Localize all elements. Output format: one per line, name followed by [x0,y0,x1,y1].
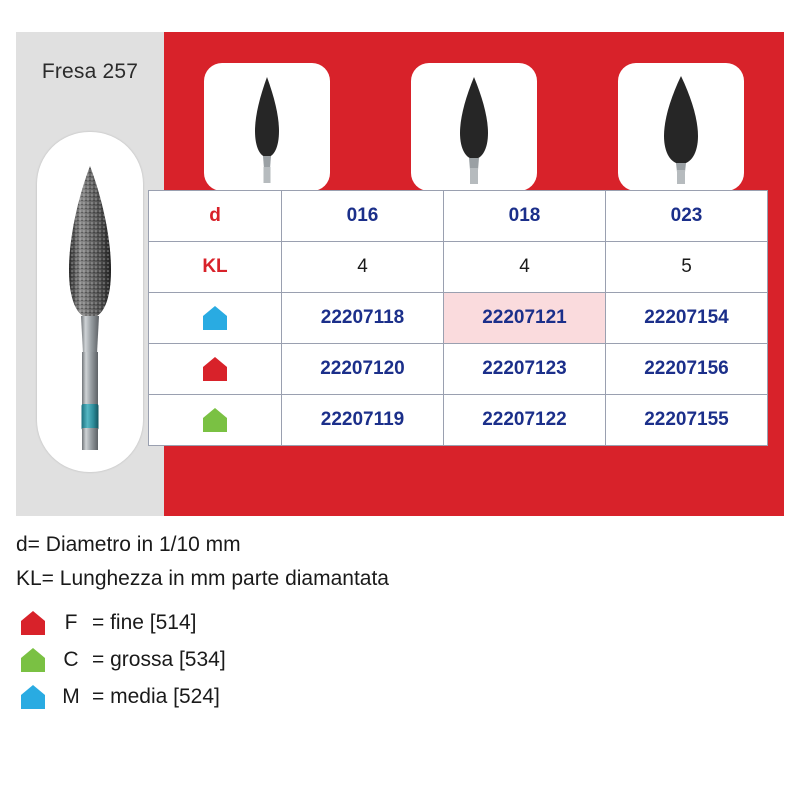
legend-swatch-f [16,610,50,636]
legend-text-c: = grossa [534] [92,647,226,671]
specs-table [148,190,768,446]
code-c-023[interactable]: 22207155 [606,395,768,446]
legend-line-kl: KL= Lunghezza in mm parte diamantata [16,567,389,590]
pentagon-red-icon [202,356,228,382]
product-photo-panel [16,32,164,516]
pentagon-blue-icon [20,684,46,710]
table-row-grit-m [149,293,768,344]
legend-text-m: = media [524] [92,684,220,708]
legend-text-f: = fine [514] [92,610,197,634]
legend-item-c [16,641,784,678]
legend-letter-f: F [64,610,78,634]
legend-swatch-c [16,647,50,673]
table-row-grit-f [149,344,768,395]
table-row-grit-c [149,395,768,446]
code-m-023[interactable]: 22207154 [606,293,768,344]
legend-swatch-m [16,684,50,710]
grit-marker-c [149,395,282,446]
code-c-016[interactable]: 22207119 [282,395,444,446]
size-preview-card [204,63,330,191]
diamond-bur-illustration [59,158,121,458]
legend-line-d: d= Diametro in 1/10 mm [16,533,241,556]
row-label-d: d [149,191,282,242]
code-m-018[interactable]: 22207121 [444,293,606,344]
code-f-016[interactable]: 22207120 [282,344,444,395]
grit-marker-f [149,344,282,395]
diameter-016: 016 [282,191,444,242]
code-m-016[interactable]: 22207118 [282,293,444,344]
product-photo-card [37,132,143,472]
table-row-d [149,191,768,242]
legend [16,528,784,715]
legend-letter-m: M [62,684,80,708]
diameter-023: 023 [606,191,768,242]
size-preview-card [618,63,744,191]
pentagon-green-icon [20,647,46,673]
bur-023-icon [652,73,710,185]
diameter-018: 018 [444,191,606,242]
bur-018-icon [448,73,500,185]
size-preview-card [411,63,537,191]
kl-018: 4 [444,242,606,293]
legend-item-f [16,604,784,641]
code-c-018[interactable]: 22207122 [444,395,606,446]
code-f-018[interactable]: 22207123 [444,344,606,395]
table-row-kl [149,242,768,293]
legend-item-m [16,678,784,715]
pentagon-red-icon [20,610,46,636]
pentagon-blue-icon [202,305,228,331]
bur-016-icon [244,73,290,185]
grit-marker-m [149,293,282,344]
legend-rows [16,604,784,715]
code-f-023[interactable]: 22207156 [606,344,768,395]
kl-016: 4 [282,242,444,293]
kl-023: 5 [606,242,768,293]
pentagon-green-icon [202,407,228,433]
legend-letter-c: C [63,647,79,671]
row-label-kl: KL [149,242,282,293]
page-title: Fresa 257 [41,60,139,83]
